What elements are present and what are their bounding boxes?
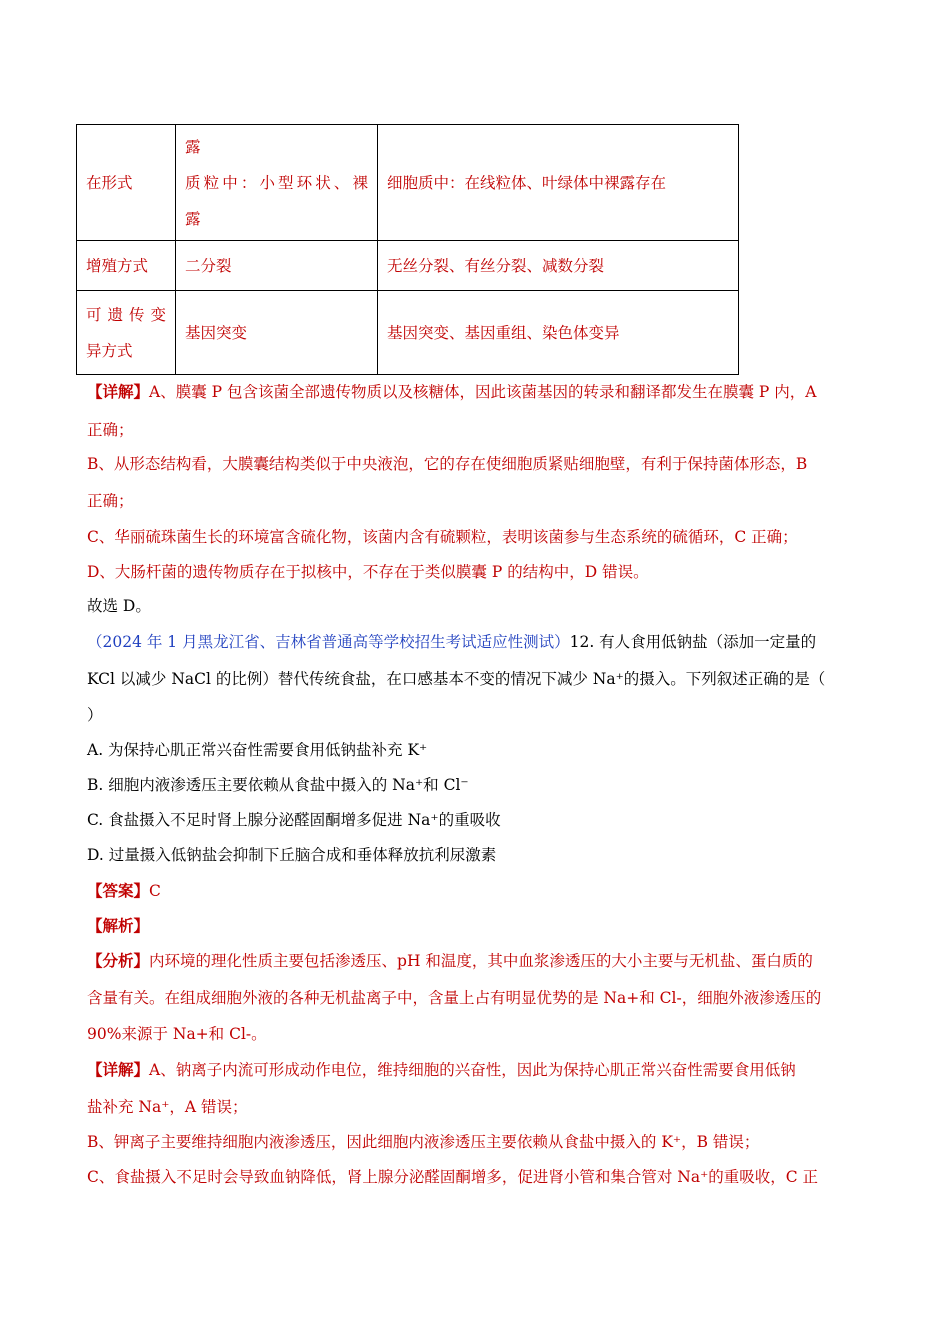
table-row xyxy=(77,241,739,291)
cell-text: 基因突变、基因重组、染色体变异 xyxy=(387,323,620,342)
q12-option-b: B. 细胞内液渗透压主要依赖从食盐中摄入的 Na⁺和 Cl⁻ xyxy=(87,776,469,794)
detail-tag: 【详解】 xyxy=(87,382,150,401)
q11-detail-c: C、华丽硫珠菌生长的环境富含硫化物，该菌内含有硫颗粒，表明该菌参与生态系统的硫循环，C 正确； xyxy=(87,528,798,546)
table-cell xyxy=(378,241,739,291)
cell-text: 增殖方式 xyxy=(86,256,149,275)
q12-stem-line2: KCl 以减少 NaCl 的比例）替代传统食盐，在口感基本不变的情况下减少 Na⁺的摄入。下列叙述正确的是（ xyxy=(87,670,826,688)
q12-detail-c: C、食盐摄入不足时会导致血钠降低，肾上腺分泌醛固酮增多，促进肾小管和集合管对 Na⁺的重吸收，C 正 xyxy=(87,1168,819,1186)
cell-text: 无丝分裂、有丝分裂、减数分裂 xyxy=(387,256,605,275)
q11-choice: 故选 D。 xyxy=(87,597,151,615)
table-cell xyxy=(176,125,378,241)
cell-text: 细胞质中：在线粒体、叶绿体中裸露存在 xyxy=(387,173,667,192)
q12-detail-b: B、钾离子主要维持细胞内液渗透压，因此细胞内液渗透压主要依赖从食盐中摄入的 K⁺，B 错误； xyxy=(87,1133,760,1151)
cell-text: 露 xyxy=(185,137,201,156)
cell-text: 露 xyxy=(185,209,201,228)
text: 12. 有人食用低钠盐（添加一定量的 xyxy=(569,633,817,651)
q12-detail-a-line2: 盐补充 Na⁺，A 错误； xyxy=(87,1098,248,1116)
table-cell xyxy=(378,125,739,241)
q12-option-a: A. 为保持心肌正常兴奋性需要食用低钠盐补充 K⁺ xyxy=(87,741,428,759)
text: A、钠离子内流可形成动作电位，维持细胞的兴奋性，因此为保持心肌正常兴奋性需要食用低钠 xyxy=(149,1061,796,1079)
q12-fenxi-line2: 含量有关。在组成细胞外液的各种无机盐离子中，含量上占有明显优势的是 Na+和 Cl-，细胞外液渗透压的 xyxy=(87,989,822,1007)
table-cell xyxy=(77,241,176,291)
table-row xyxy=(77,125,739,241)
table-cell xyxy=(378,291,739,375)
q12-stem-line1 xyxy=(87,630,816,652)
table-cell xyxy=(176,241,378,291)
cell-text: 二分裂 xyxy=(185,256,232,275)
comparison-table xyxy=(76,124,739,375)
q12-detail-a-line1 xyxy=(87,1058,796,1080)
question-source: （2024 年 1 月黑龙江省、吉林省普通高等学校招生考试适应性测试） xyxy=(87,633,570,651)
q12-analysis-tag: 【解析】 xyxy=(87,916,150,935)
q11-detail-d: D、大肠杆菌的遗传物质存在于拟核中，不存在于类似膜囊 P 的结构中，D 错误。 xyxy=(87,563,649,581)
q11-detail-b-line2: 正确； xyxy=(87,492,134,510)
text: A、膜囊 P 包含该菌全部遗传物质以及核糖体，因此该菌基因的转录和翻译都发生在膜囊 P 内，A xyxy=(149,383,817,401)
q12-fenxi-line3: 90%来源于 Na+和 Cl-。 xyxy=(87,1025,267,1043)
q12-stem-line3: ） xyxy=(87,706,103,724)
cell-text: 可遗传变 xyxy=(86,305,166,324)
q12-option-c: C. 食盐摄入不足时肾上腺分泌醛固酮增多促进 Na⁺的重吸收 xyxy=(87,811,501,829)
cell-text: 基因突变 xyxy=(185,323,248,342)
q11-detail-b-line1: B、从形态结构看，大膜囊结构类似于中央液泡，它的存在使细胞质紧贴细胞壁，有利于保持菌体形态，B xyxy=(87,455,808,473)
table-cell xyxy=(77,125,176,241)
answer-tag: 【答案】 xyxy=(87,881,150,900)
q12-fenxi-line1 xyxy=(87,949,813,971)
q11-detail-a-line2: 正确； xyxy=(87,421,134,439)
text: 内环境的理化性质主要包括渗透压、pH 和温度，其中血浆渗透压的大小主要与无机盐、蛋白质的 xyxy=(149,952,813,970)
q12-answer xyxy=(87,879,161,901)
detail-tag: 【详解】 xyxy=(87,1060,150,1079)
fenxi-tag: 【分析】 xyxy=(87,951,150,970)
table-cell xyxy=(77,291,176,375)
table-row xyxy=(77,291,739,375)
table-cell xyxy=(176,291,378,375)
q12-option-d: D. 过量摄入低钠盐会抑制下丘脑合成和垂体释放抗利尿激素 xyxy=(87,846,497,864)
answer-value: C xyxy=(149,882,161,900)
cell-text: 异方式 xyxy=(86,341,133,360)
cell-text: 质粒中：小型环状、裸 xyxy=(185,173,368,192)
q11-detail-a-line1 xyxy=(87,380,816,402)
cell-text: 在形式 xyxy=(86,173,133,192)
